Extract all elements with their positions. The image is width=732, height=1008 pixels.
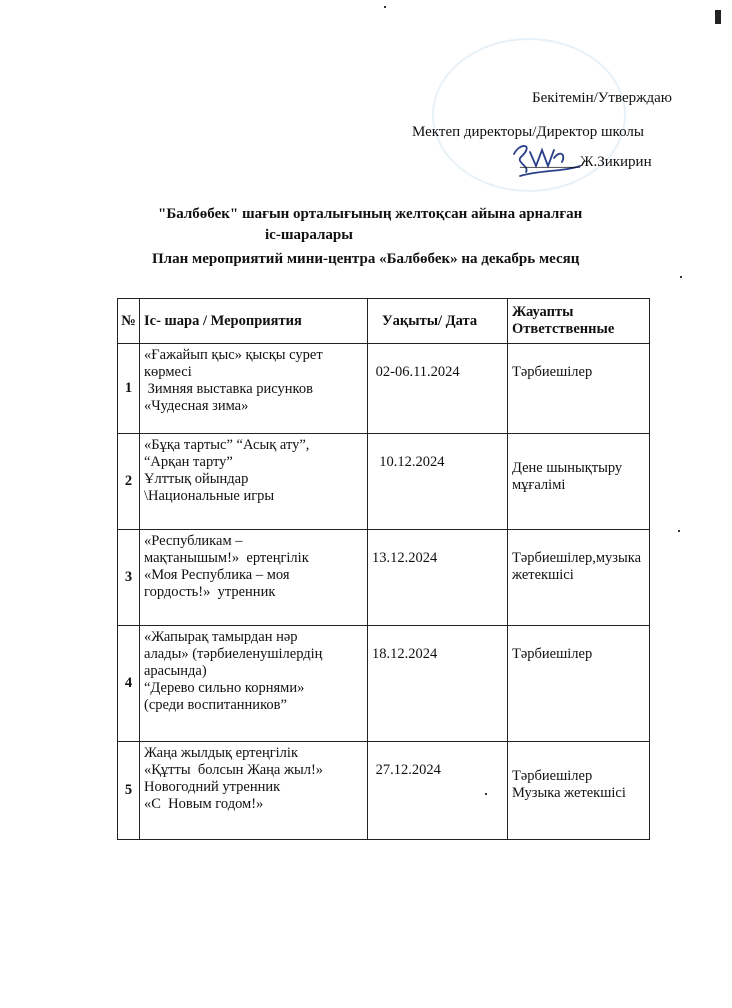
header-date: Уақыты/ Дата (368, 299, 508, 344)
resp-line: жетекшісі (512, 567, 574, 583)
resp-line: мұғалімі (512, 477, 566, 493)
row-responsible (508, 626, 650, 742)
header-responsible (508, 299, 650, 344)
event-line: Жаңа жылдық ертеңгілік (144, 745, 298, 761)
events-table (117, 298, 650, 840)
event-line: Зимняя выставка рисунков (144, 381, 313, 397)
title-kz-line-1: "Балбөбек" шағын орталығының желтоқсан айына арналған (158, 206, 583, 222)
approval-line-3 (520, 152, 652, 172)
event-line: «С Новым годом!» (144, 796, 264, 812)
event-line: Новогодний утренник (144, 779, 281, 795)
row-responsible (508, 344, 650, 434)
resp-line: Дене шынықтыру (512, 460, 623, 476)
header-resp-line-1: Жауапты (512, 304, 574, 320)
row-responsible (508, 434, 650, 530)
scan-speck (680, 276, 682, 278)
approval-line-1: Бекітемін/Утверждаю (532, 90, 672, 106)
row-responsible (508, 742, 650, 840)
title-kz-line-2: іс-шаралары (265, 227, 353, 243)
resp-line: Тәрбиешілер (512, 364, 593, 380)
row-num: 1 (118, 344, 140, 434)
event-line: “Арқан тарту” (144, 454, 233, 470)
date-text: 27.12.2024 (372, 762, 441, 778)
header-resp-line-2: Ответственные (512, 321, 615, 337)
row-event (140, 530, 368, 626)
event-line: “Дерево сильно корнями» (144, 680, 305, 696)
row-date (368, 434, 508, 530)
row-date (368, 742, 508, 840)
scan-speck (678, 530, 680, 532)
row-event (140, 742, 368, 840)
date-text: 13.12.2024 (372, 550, 438, 566)
table-row (118, 434, 650, 530)
row-num: 3 (118, 530, 140, 626)
event-line: «Бұқа тартыс” “Асық ату”, (144, 437, 310, 453)
row-num: 5 (118, 742, 140, 840)
row-num: 4 (118, 626, 140, 742)
scan-speck (715, 10, 721, 24)
header-event: Іс- шара / Мероприятия (140, 299, 368, 344)
row-responsible (508, 530, 650, 626)
event-line: мақтанышым!» ертеңгілік (144, 550, 309, 566)
event-line: «Республикам – (144, 533, 243, 549)
director-name: Ж.Зикирин (580, 154, 652, 170)
resp-line: Тәрбиешілер,музыка (512, 550, 642, 566)
event-line: «Құтты болсын Жаңа жыл!» (144, 762, 324, 778)
resp-line: Музыка жетекшісі (512, 785, 626, 801)
row-event (140, 434, 368, 530)
event-line: «Жапырақ тамырдан нәр (144, 629, 298, 645)
event-line: арасында) (144, 663, 207, 679)
title-ru: План мероприятий мини-центра «Балбөбек» на декабрь месяц (152, 251, 580, 267)
row-event (140, 344, 368, 434)
event-line: Ұлттық ойындар (144, 471, 249, 487)
table-header-row (118, 299, 650, 344)
event-line: гордость!» утренник (144, 584, 276, 600)
event-line: көрмесі (144, 364, 192, 380)
row-date (368, 626, 508, 742)
date-text: 18.12.2024 (372, 646, 438, 662)
scan-speck (485, 793, 487, 795)
event-line: «Моя Республика – моя (144, 567, 290, 583)
event-line: «Ғажайып қыс» қысқы сурет (144, 347, 323, 363)
scan-speck (384, 6, 386, 8)
row-num: 2 (118, 434, 140, 530)
signature-underline: ________ (520, 154, 580, 170)
row-event (140, 626, 368, 742)
header-num: № (118, 299, 140, 344)
table-row (118, 344, 650, 434)
date-text: 02-06.11.2024 (372, 364, 460, 380)
row-date (368, 530, 508, 626)
date-text: 10.12.2024 (372, 454, 445, 470)
event-line: \Национальные игры (144, 488, 275, 504)
table-row (118, 626, 650, 742)
row-date (368, 344, 508, 434)
approval-line-2: Мектеп директоры/Директор школы (412, 124, 644, 140)
event-line: алады» (тәрбиеленушілердің (144, 646, 323, 662)
table-row (118, 530, 650, 626)
resp-line: Тәрбиешілер (512, 646, 593, 662)
table-row (118, 742, 650, 840)
event-line: «Чудесная зима» (144, 398, 249, 414)
event-line: (среди воспитанников” (144, 697, 287, 713)
resp-line: Тәрбиешілер (512, 768, 593, 784)
